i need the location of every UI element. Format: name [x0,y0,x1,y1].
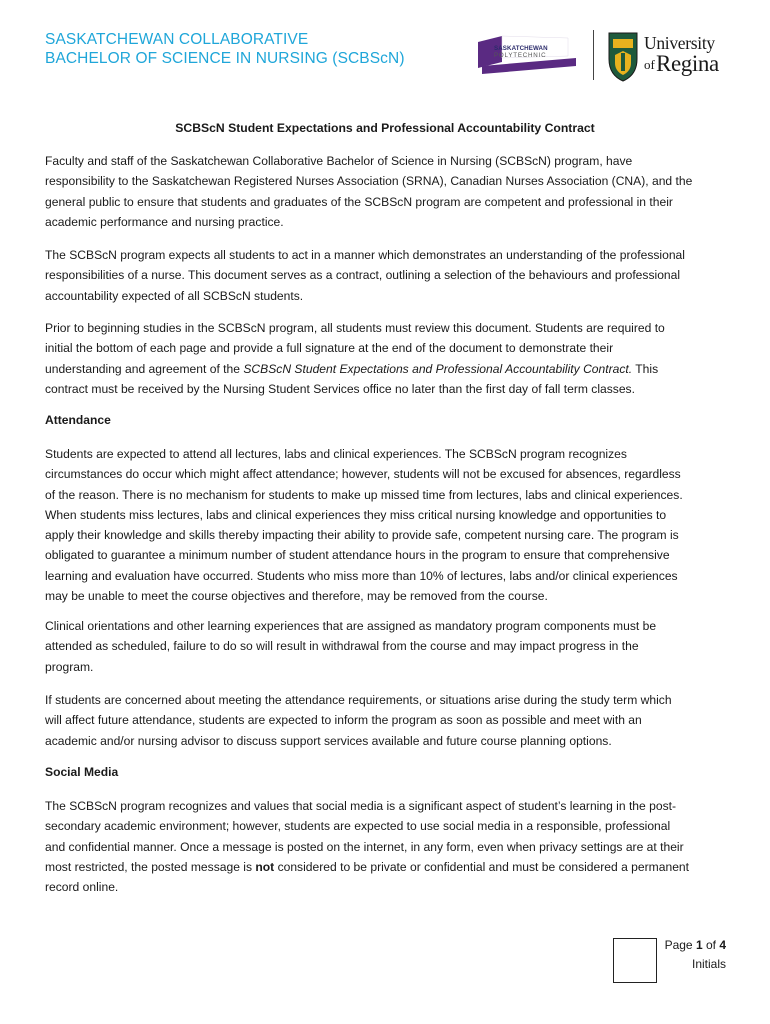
attendance-heading: Attendance [45,413,111,427]
intro-paragraph-1 [45,151,733,232]
text-run: most restricted, the posted message is [45,859,256,874]
paragraph-line: initial the bottom of each page and provide a full signature at the end of the document to demonstrate their [45,341,614,356]
uregina-crest-icon [606,29,640,85]
attendance-paragraph-3 [45,690,733,751]
paragraph-line [45,857,733,877]
page-number [662,936,726,955]
paragraph-line: Faculty and staff of the Saskatchewan Collaborative Bachelor of Science in Nursing (SCBScN) program, have [45,154,633,168]
paragraph-line: secondary academic environment; however, students are expected to use social media in a responsible, professional [45,819,671,834]
paragraph-line: Prior to beginning studies in the SCBScN program, all students must review this document. Students are required to [45,321,665,335]
paragraph-line: may be unable to meet the course objectives and therefore, may be removed from the course. [45,589,548,604]
uregina-of: of [644,57,655,72]
document-title: SCBScN Student Expectations and Professional Accountability Contract [175,121,595,135]
uregina-university: University [644,33,715,53]
program-title-line1: SASKATCHEWAN COLLABORATIVE [45,31,309,48]
paragraph-line: Students are expected to attend all lectures, labs and clinical experiences. The SCBScN program recognizes [45,447,627,461]
social-media-paragraph-1 [45,796,733,897]
page-current: 1 [695,938,703,952]
paragraph-line: will affect future attendance, students are expected to inform the program as soon as possible and meet with an [45,713,642,728]
paragraph-line [45,359,733,379]
paragraph-line: apply their knowledge and skills thereby impacting their ability to provide safe, competent nursing care. The program is [45,528,679,543]
page-label: Page [664,938,696,952]
text-run: This [632,361,659,376]
intro-paragraph-3 [45,318,733,399]
sask-poly-wordmark [494,45,548,59]
paragraph-line: responsibilities of a nurse. This document serves as a contract, outlining a selection of the behaviours and professional [45,268,681,283]
attendance-paragraph-2 [45,616,733,677]
paragraph-line: academic and/or nursing advisor to discuss support services available and future course planning options. [45,733,612,748]
paragraph-line: program. [45,659,94,674]
paragraph-line: responsibility to the Saskatchewan Registered Nurses Association (SRNA), Canadian Nurses Association (CNA), and the [45,174,693,189]
page-footer [662,936,726,974]
paragraph-line: and confidential manner. Once a message is posted on the internet, in any form, even when privacy settings are at their [45,839,684,854]
paragraph-line: attended as scheduled, failure to do so will result in withdrawal from the course and may impact progress in the [45,639,639,654]
paragraph-line: accountability expected of all SCBScN students. [45,288,304,303]
paragraph-line: general public to ensure that students and graduates of the SCBScN program are competent and professional in their [45,194,673,209]
sask-poly-name: SASKATCHEWAN [494,45,548,52]
paragraph-line: obligated to guarantee a minimum number of student attendance hours in the program to ensure that comprehensive [45,548,670,563]
paragraph-line: The SCBScN program recognizes and values that social media is a significant aspect of student’s learning in the post- [45,799,677,813]
paragraph-line: record online. [45,880,119,895]
paragraph-line: If students are concerned about meeting the attendance requirements, or situations arise during the study term which [45,693,672,707]
page-of: of [702,938,720,952]
program-title [45,30,465,68]
paragraph-line: of the reason. There is no mechanism for students to make up missed time from lectures, labs and clinical experiences. [45,487,683,502]
uregina-regina: Regina [656,51,719,76]
paragraph-line: academic performance and nursing practice. [45,214,284,229]
paragraph-line: circumstances do occur which might affect attendance; however, students will not be excused for absences, regardless [45,467,681,482]
initials-label: Initials [691,957,726,971]
page-total: 4 [719,938,726,952]
paragraph-line: Clinical orientations and other learning experiences that are assigned as mandatory program components must be [45,619,657,633]
intro-paragraph-2 [45,245,733,306]
paragraph-line: learning and evaluation have occurred. Students who miss more than 10% of lectures, labs and/or clinical experiences [45,568,678,583]
paragraph-line: contract must be received by the Nursing Student Services office no later than the first day of fall term classes. [45,381,635,396]
program-title-line2: BACHELOR OF SCIENCE IN NURSING (SCBScN) [45,50,405,67]
university-of-regina-logo [606,27,736,83]
logo-divider [593,30,594,80]
social-media-heading: Social Media [45,765,119,779]
paragraph-line: When students miss lectures, labs and clinical experiences they miss critical nursing knowledge and opportunities to [45,507,667,522]
saskatchewan-polytechnic-logo [472,28,582,84]
sask-poly-sub: POLYTECHNIC [494,52,547,59]
paragraph-line: The SCBScN program expects all students to act in a manner which demonstrates an understanding of the professional [45,248,685,262]
initials-box[interactable] [613,938,657,983]
contract-title-italic: SCBScN Student Expectations and Professional Accountability Contract. [243,361,633,376]
attendance-paragraph-1 [45,444,733,606]
emphasis-not: not [255,859,275,874]
text-run: considered to be private or confidential and must be considered a permanent [274,859,690,874]
text-run: understanding and agreement of the [45,361,244,376]
